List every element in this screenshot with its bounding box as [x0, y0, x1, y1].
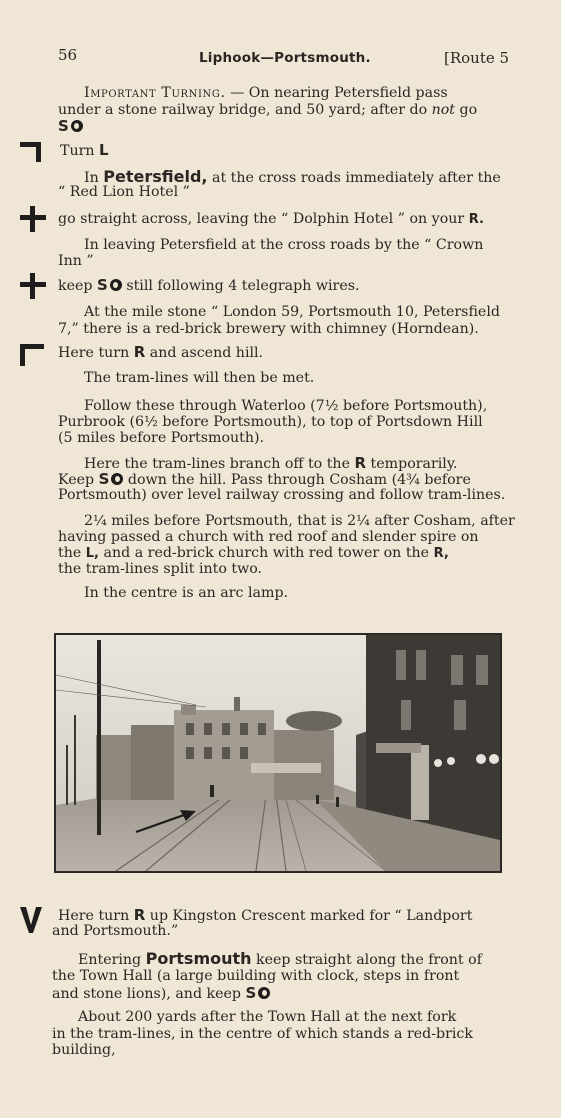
page-title: Liphook—Portsmouth.: [199, 50, 371, 66]
text-line: Inn ”: [58, 253, 94, 269]
circle-o-icon: [111, 473, 123, 485]
street-photograph: [54, 633, 502, 873]
text-line: 7,” there is a red-brick brewery with chimney (Horndean).: [58, 321, 479, 337]
text-line: At the mile stone “ London 59, Portsmouth 10, Petersfield: [84, 304, 500, 320]
text-line: the tram-lines split into two.: [58, 561, 263, 577]
text-line: “ Red Lion Hotel ”: [58, 184, 190, 200]
text-line: Follow these through Waterloo (7½ before Portsmouth),: [84, 398, 488, 414]
town-name-portsmouth: Portsmouth: [145, 949, 252, 968]
text-line: the L, and a red-brick church with red tower on the R,: [58, 545, 449, 561]
circle-o-icon: [110, 279, 122, 291]
street-scene-image: [56, 635, 500, 871]
paragraph-important-turning: Important Turning. — On nearing Petersfield pass: [84, 85, 448, 101]
route-label: [Route 5: [444, 49, 510, 67]
crossroads-road-sign-icon: [20, 273, 48, 299]
text-line: In Petersfield, at the cross roads immediately after the: [84, 167, 501, 186]
text-line: Entering Portsmouth keep straight along the front of: [78, 949, 482, 968]
turn-left-road-sign-icon: [20, 142, 48, 164]
text-line: Keep S down the hill. Pass through Cosham (4¾ before: [58, 470, 471, 488]
text-line: the Town Hall (a large building with clock, steps in front: [52, 968, 460, 984]
text-line: having passed a church with red roof and slender spire on: [58, 529, 479, 545]
text-line: About 200 yards after the Town Hall at the next fork: [78, 1009, 457, 1025]
text-line: Here turn R and ascend hill.: [58, 343, 264, 361]
text-line: Portsmouth) over level railway crossing and follow tram-lines.: [58, 487, 506, 503]
straight-on-symbol: S: [58, 116, 83, 135]
circle-o-icon: [258, 987, 270, 999]
text-line: building,: [52, 1042, 116, 1058]
text-line: Purbrook (6½ before Portsmouth), to top of Portsdown Hill: [58, 414, 483, 430]
text-line: In the centre is an arc lamp.: [84, 585, 289, 601]
text-line: The tram-lines will then be met.: [84, 370, 315, 386]
text-line: in the tram-lines, in the centre of which stands a red-brick: [52, 1026, 473, 1042]
circle-o-icon: [71, 120, 83, 132]
town-name-petersfield: Petersfield,: [103, 167, 208, 186]
turn-instruction: Turn L: [60, 141, 109, 159]
text-line: In leaving Petersfield at the cross roads by the “ Crown: [84, 237, 484, 253]
text-line: Here the tram-lines branch off to the R temporarily.: [84, 454, 458, 472]
text-line: Here turn R up Kingston Crescent marked for “ Landport: [58, 906, 473, 924]
text-line: and Portsmouth.”: [52, 923, 179, 939]
fork-road-sign-icon: [20, 907, 44, 935]
crossroads-road-sign-icon: [20, 206, 48, 232]
text-line: (5 miles before Portsmouth).: [58, 430, 265, 446]
text-line: 2¼ miles before Portsmouth, that is 2¼ after Cosham, after: [84, 513, 515, 529]
text-line: under a stone railway bridge, and 50 yard; after do not go: [58, 102, 478, 118]
important-turning-lead: Important Turning.: [84, 85, 226, 101]
turn-right-road-sign-icon: [20, 344, 48, 368]
page-number: 56: [58, 46, 78, 64]
text-line: go straight across, leaving the “ Dolphin Hotel ” on your R.: [58, 211, 484, 227]
text-line: and stone lions), and keep S: [52, 985, 270, 1003]
text-line: keep S still following 4 telegraph wires.: [58, 276, 360, 294]
